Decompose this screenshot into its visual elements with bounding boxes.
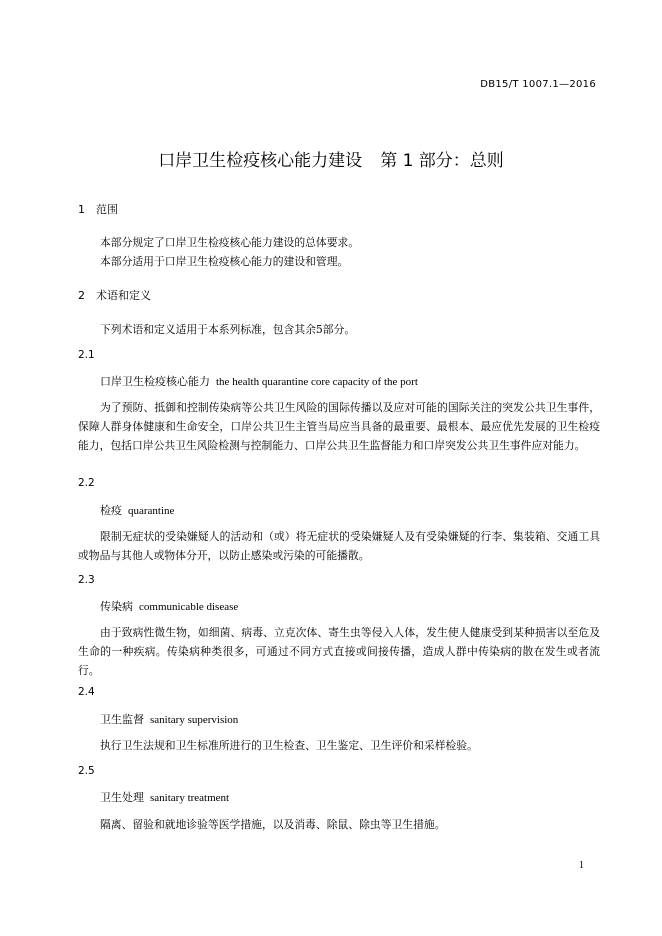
section-title: 范围 (96, 203, 118, 216)
term-zh: 检疫 (100, 504, 122, 517)
clause-number: 2.2 (78, 477, 95, 489)
section-title: 术语和定义 (96, 289, 151, 302)
term-definition: 限制无症状的受染嫌疑人的活动和（或）将无症状的受染嫌疑人及有受染嫌疑的行李、集装箱、交通工具或物品与其他人或物体分开，以防止感染或污染的可能播散。 (78, 530, 600, 563)
page-number: 1 (579, 860, 584, 871)
term-zh: 口岸卫生检疫核心能力 (100, 375, 210, 388)
paragraph: 本部分规定了口岸卫生检疫核心能力建设的总体要求。 (100, 236, 360, 249)
term-en: communicable disease (139, 601, 239, 613)
term-definition: 隔离、留验和就地诊验等医学措施，以及消毒、除鼠、除虫等卫生措施。 (100, 818, 446, 831)
section-heading-scope (78, 201, 118, 217)
section-heading-terms (78, 287, 151, 303)
term-entry (100, 789, 229, 805)
term-zh: 卫生监督 (100, 713, 144, 726)
clause-number: 2.3 (78, 574, 95, 586)
clause-number: 2.5 (78, 765, 95, 777)
paragraph: 下列术语和定义适用于本系列标准，包含其余5部分。 (100, 323, 356, 336)
term-entry (100, 711, 238, 727)
term-en: sanitary supervision (150, 714, 239, 726)
term-en: the health quarantine core capacity of the port (216, 376, 418, 388)
term-entry (100, 373, 418, 389)
section-number: 1 (78, 203, 85, 216)
term-definition: 执行卫生法规和卫生标准所进行的卫生检查、卫生鉴定、卫生评价和采样检验。 (100, 739, 478, 752)
title-main: 口岸卫生检疫核心能力建设 (158, 151, 363, 171)
section-number: 2 (78, 289, 85, 302)
page-title (0, 146, 662, 171)
term-entry (100, 598, 238, 614)
term-entry (100, 502, 174, 518)
term-definition: 为了预防、抵御和控制传染病等公共卫生风险的国际传播以及应对可能的国际关注的突发公共卫生事件，保障人群身体健康和生命安全，口岸公共卫生主管当局应当具备的最重要、最根本、最应优先发展的卫生检疫能力，包括口岸公共卫生风险检测与控制能力、口岸公共卫生监督能力和口岸突发公共卫生事件应对能力。 (78, 401, 600, 453)
term-zh: 传染病 (100, 600, 133, 613)
term-en: quarantine (128, 505, 175, 517)
term-en: sanitary treatment (150, 792, 230, 804)
paragraph: 本部分适用于口岸卫生检疫核心能力的建设和管理。 (100, 255, 349, 268)
clause-number: 2.1 (78, 349, 95, 361)
title-part: 第 1 部分：总则 (380, 151, 504, 171)
clause-number: 2.4 (78, 686, 95, 698)
term-zh: 卫生处理 (100, 791, 144, 804)
term-definition: 由于致病性微生物，如细菌、病毒、立克次体、寄生虫等侵入人体，发生使人健康受到某种损害以至危及生命的一种疾病。传染病种类很多，可通过不同方式直接或间接传播，造成人群中传染病的散在发生或者流行。 (78, 626, 600, 678)
document-number: DB15/T 1007.1—2016 (480, 79, 596, 90)
